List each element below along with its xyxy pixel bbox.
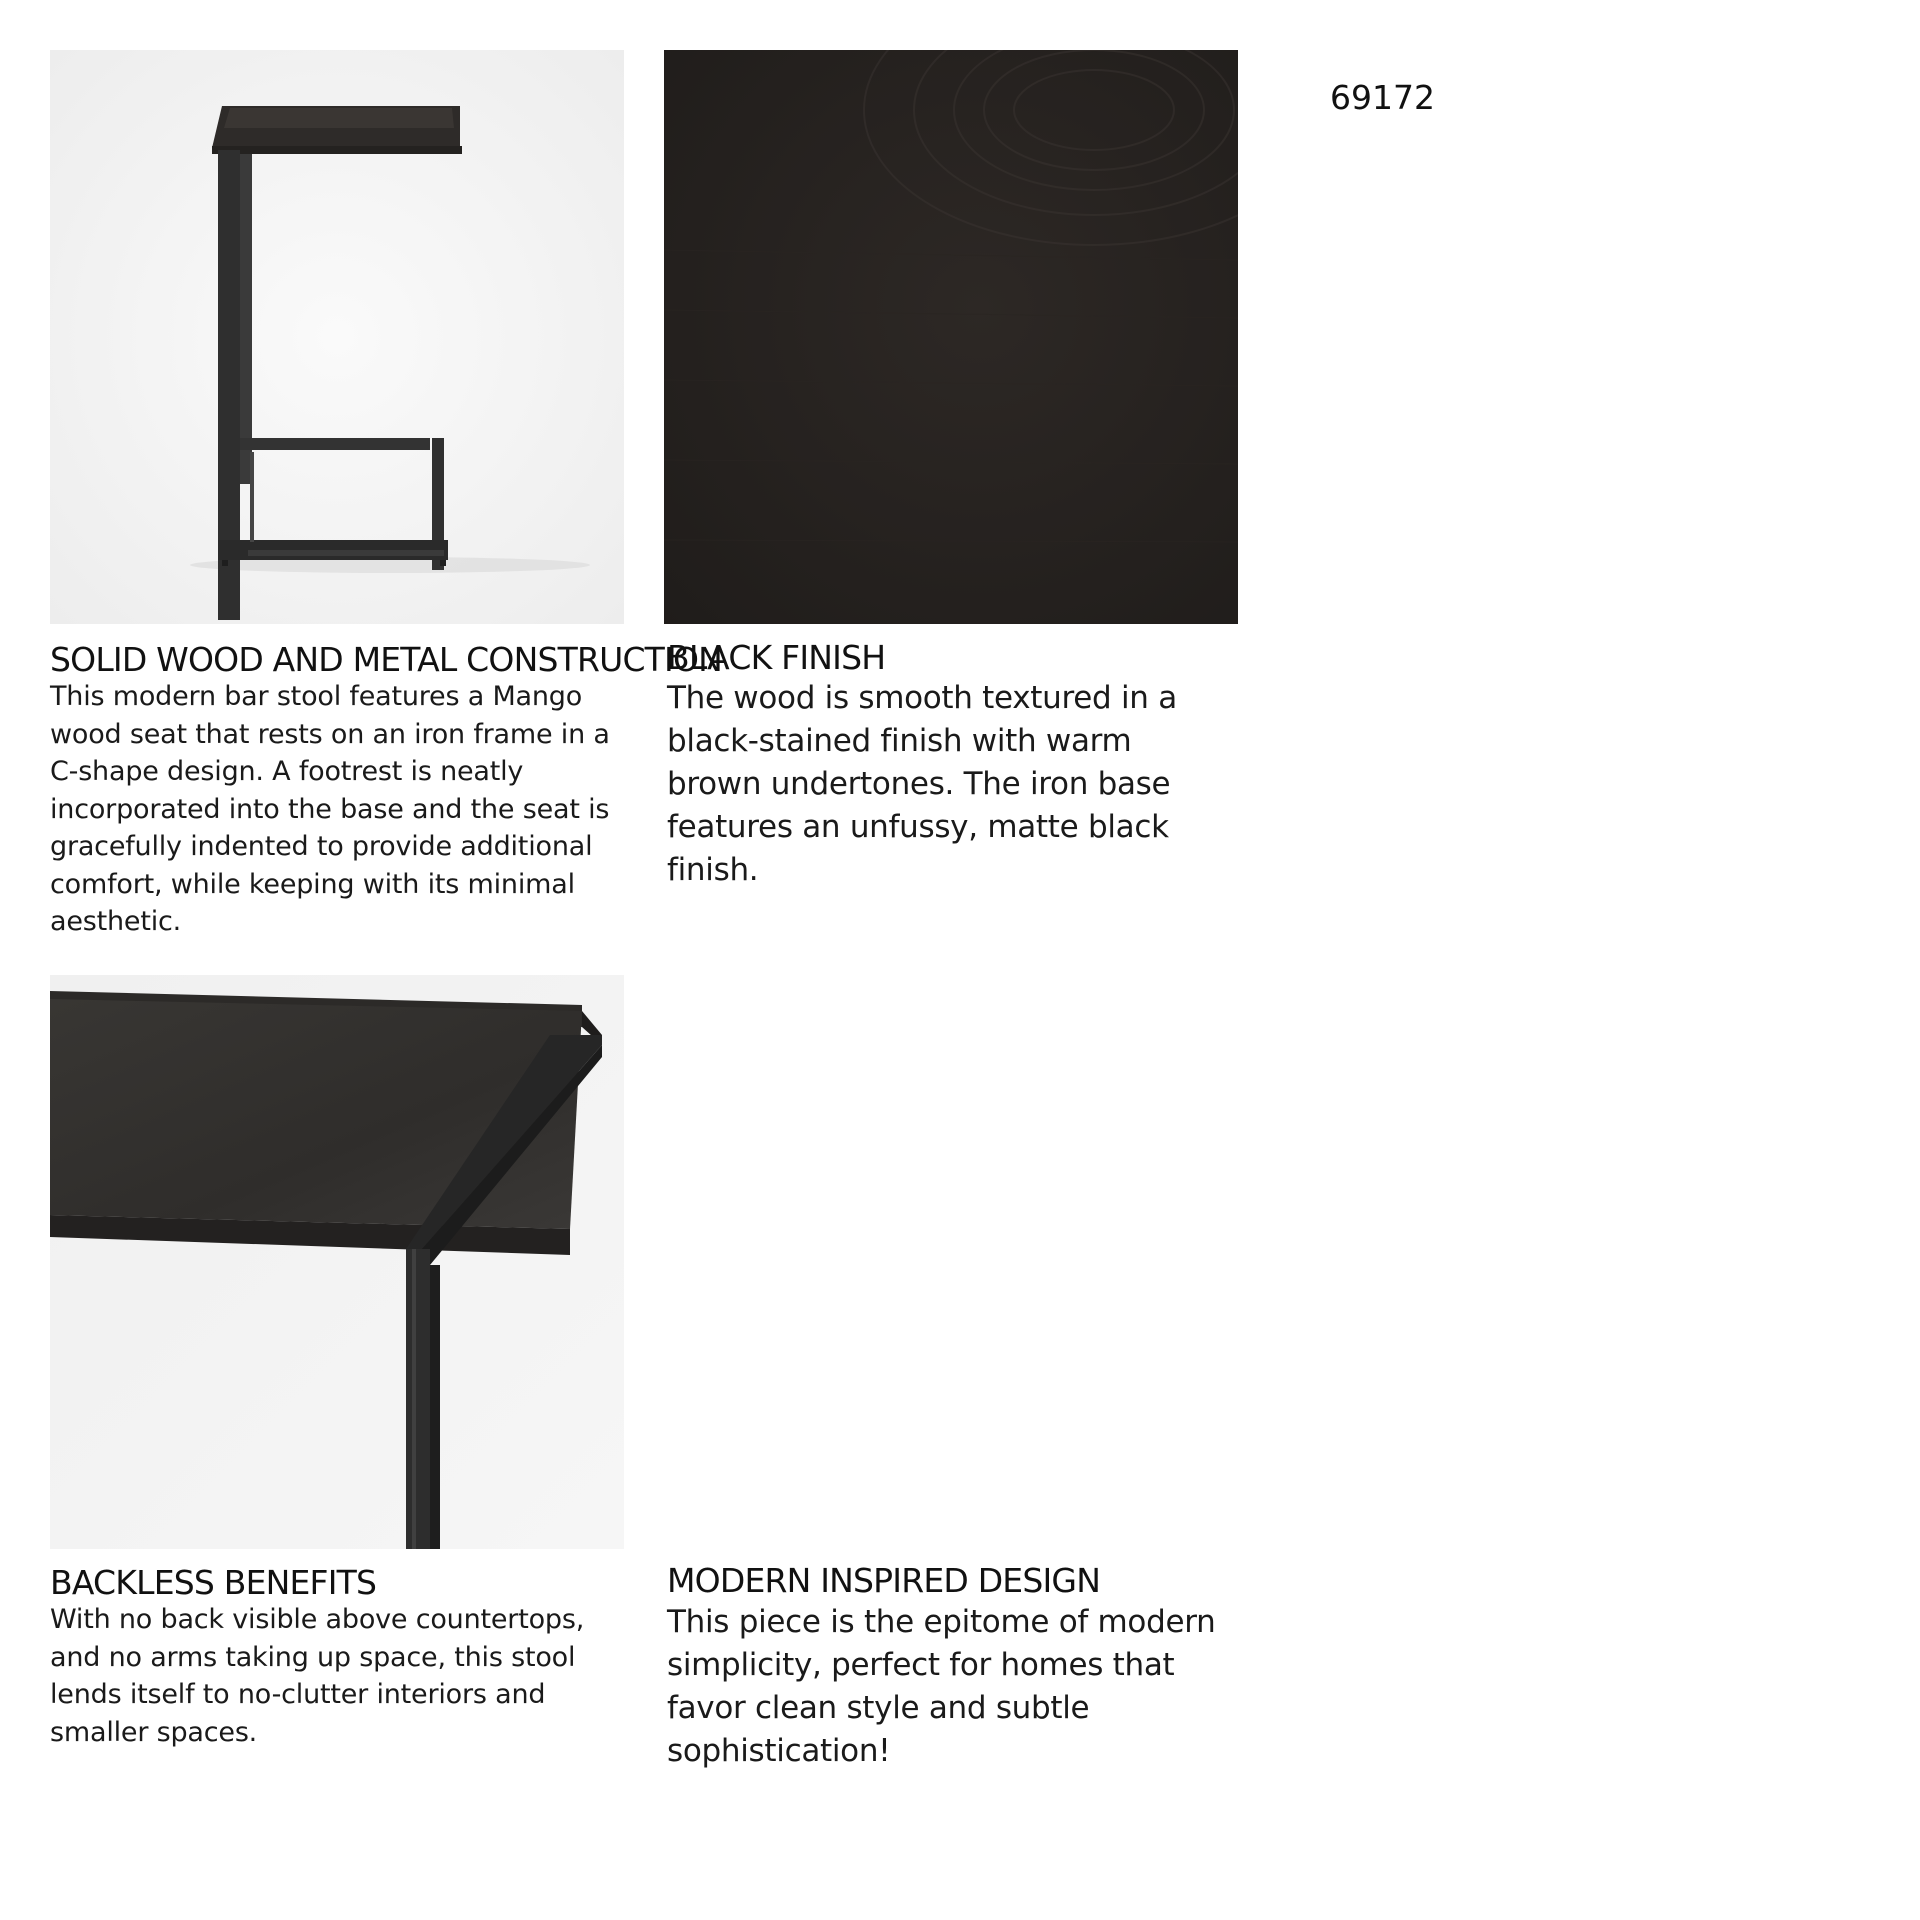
section-heading-backless: BACKLESS BENEFITS [50,1563,377,1602]
section-heading-construction: SOLID WOOD AND METAL CONSTRUCTION [50,640,723,679]
seat-closeup-image [50,975,624,1549]
section-body-backless: With no back visible above countertops, and no arms taking up space, this stool lends itself to no-clutter interiors and smaller spaces. [50,1604,585,1748]
product-sku: 69172 [1330,78,1435,117]
black-finish-texture-image [664,50,1238,624]
section-body-construction: This modern bar stool features a Mango wood seat that rests on an iron frame in a C-shape design. A footrest is neatly incorporated into the base and the seat is gracefully indented to provide additional comfort, while keeping with its minimal aesthetic. [50,681,610,937]
section-body-finish: The wood is smooth textured in a black-stained finish with warm brown undertones. The iron base features an unfussy, matte black finish. [667,680,1177,888]
section-body-modern: This piece is the epitome of modern simplicity, perfect for homes that favor clean style and subtle sophistication! [667,1604,1216,1769]
stool-full-view-image [50,50,624,624]
section-heading-finish: BLACK FINISH [667,638,886,677]
section-heading-modern: MODERN INSPIRED DESIGN [667,1561,1101,1600]
